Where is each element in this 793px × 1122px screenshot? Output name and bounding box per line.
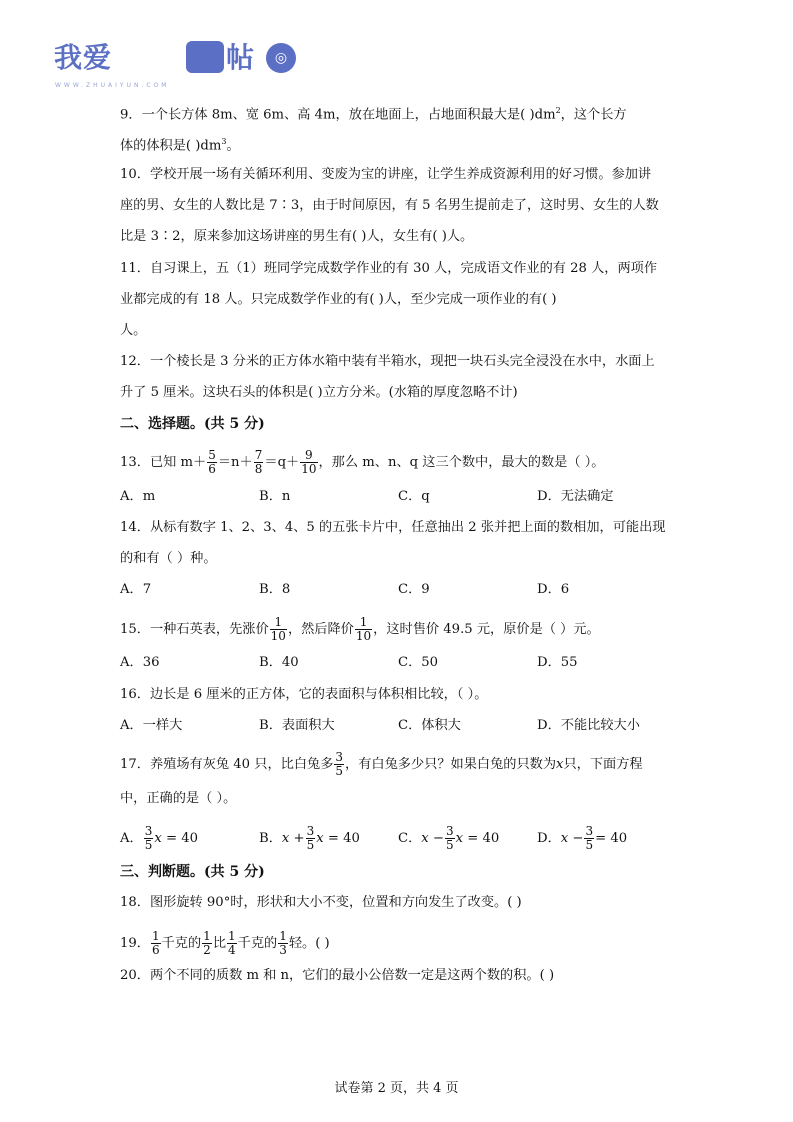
logo-chat-icon: ◎	[266, 43, 296, 73]
question-10-line-1: 10．学校开展一场有关循环利用、变废为宝的讲座，让学生养成资源利用的好习惯。参加讲	[120, 167, 652, 182]
q15-option-c: C．50	[398, 655, 439, 670]
q14-option-a: A．7	[120, 582, 152, 597]
page-footer: 试卷第 2 页，共 4 页	[334, 1081, 459, 1096]
fraction: $\frac{1}{10}$	[270, 615, 286, 643]
question-9-line-1: 9．一个长方体 8m、宽 6m、高 4m，放在地面上，占地面积最大是( )$dm^2$，这个长方	[120, 106, 627, 123]
q13-option-b: B．n	[259, 489, 291, 504]
question-11-line-2: 业都完成的有 18 人。只完成数学作业的有( )人，至少完成一项作业的有( )	[120, 292, 557, 307]
q16-option-a: A．一样大	[120, 718, 183, 733]
q16-option-b: B．表面积大	[259, 718, 335, 733]
fraction: $\frac{1}{4}$	[228, 929, 236, 957]
question-17-line-2: 中，正确的是（ ）。	[120, 791, 237, 806]
fraction: $\frac{5}{6}$	[208, 448, 216, 476]
question-17-line-1: 17．养殖场有灰兔 40 只，比白兔多 $\frac{3}{5}$ ，有白兔多少只？如果白兔的只数为x只，下面方程	[120, 750, 643, 778]
logo-text: 我爱	[54, 41, 113, 74]
q14-option-d: D．6	[537, 582, 570, 597]
logo-badge	[186, 41, 224, 73]
q16-option-d: D．不能比较大小	[537, 718, 640, 733]
q14-option-b: B．8	[259, 582, 291, 597]
logo-text-2: 帖	[226, 41, 256, 74]
q17-option-b: B．x + $\frac{3}{5}$ x = 40	[259, 824, 360, 852]
fraction: $\frac{9}{10}$	[301, 448, 317, 476]
fraction: $\frac{3}{5}$	[144, 824, 153, 852]
question-19: 19． $\frac{1}{6}$ 千克的 $\frac{1}{2}$ 比 $\frac{1}{4}$ 千克的 $\frac{1}{3}$ 轻。( )	[120, 929, 330, 957]
fraction: $\frac{1}{2}$	[203, 929, 211, 957]
q13-option-a: A．m	[120, 489, 156, 504]
question-10-line-3: 比是 3∶2，原来参加这场讲座的男生有( )人，女生有( )人。	[120, 229, 474, 244]
logo	[54, 36, 288, 89]
q13-option-d: D．无法确定	[537, 489, 614, 504]
question-18: 18．图形旋转 90°时，形状和大小不变，位置和方向发生了改变。( )	[120, 895, 522, 910]
fraction: $\frac{3}{5}$	[335, 750, 344, 778]
q14-option-c: C．9	[398, 582, 430, 597]
question-11-line-3: 人。	[120, 323, 147, 338]
q17-option-d: D．x − $\frac{3}{5}$ = 40	[537, 824, 628, 852]
fraction: $\frac{7}{8}$	[254, 448, 263, 476]
fraction: $\frac{1}{6}$	[151, 929, 160, 957]
fraction: $\frac{3}{5}$	[445, 824, 454, 852]
section-2-heading: 二、选择题。(共 5 分)	[120, 416, 265, 432]
q15-option-b: B．40	[259, 655, 299, 670]
q15-option-d: D．55	[537, 655, 578, 670]
question-14-line-1: 14．从标有数字 1、2、3、4、5 的五张卡片中，任意抽出 2 张并把上面的数相加，可能出现	[120, 520, 666, 535]
fraction: $\frac{1}{10}$	[355, 615, 372, 643]
question-14-line-2: 的和有（ ）种。	[120, 551, 217, 566]
q17-option-a: A． $\frac{3}{5}$ x = 40	[120, 824, 199, 852]
question-13: 13．已知 m＋ $\frac{5}{6}$ ＝n＋ $\frac{7}{8}$ ＝q＋ $\frac{9}{10}$ ，那么 m、n、q 这三个数中，最大的数是（ ）。	[120, 448, 605, 476]
question-11-line-1: 11．自习课上，五（1）班同学完成数学作业的有 30 人，完成语文作业的有 28 人，两项作	[120, 261, 658, 276]
question-16: 16．边长是 6 厘米的正方体，它的表面积与体积相比较，（ ）。	[120, 687, 488, 702]
question-9-line-2: 体的体积是( )$dm^3$。	[120, 137, 240, 154]
question-20: 20．两个不同的质数 m 和 n，它们的最小公倍数一定是这两个数的积。( )	[120, 968, 555, 983]
q13-option-c: C．q	[398, 489, 430, 504]
fraction: $\frac{3}{5}$	[585, 824, 594, 852]
logo-url: WWW.ZHUAIYUN.COM	[55, 82, 170, 89]
q16-option-c: C．体积大	[398, 718, 461, 733]
question-10-line-2: 座的男、女生的人数比是 7∶3，由于时间原因，有 5 名男生提前走了，这时男、女生的人数	[120, 198, 659, 213]
question-12-line-2: 升了 5 厘米。这块石头的体积是( )立方分米。(水箱的厚度忽略不计)	[120, 385, 518, 400]
section-3-heading: 三、判断题。(共 5 分)	[120, 864, 265, 880]
fraction: $\frac{3}{5}$	[306, 824, 315, 852]
question-12-line-1: 12．一个棱长是 3 分米的正方体水箱中装有半箱水，现把一块石头完全浸没在水中，水面上	[120, 354, 655, 369]
question-15: 15．一种石英表，先涨价 $\frac{1}{10}$ ，然后降价 $\frac{1}{10}$ ，这时售价 49.5 元，原价是（ ）元。	[120, 615, 600, 643]
fraction: $\frac{1}{3}$	[279, 929, 287, 957]
q15-option-a: A．36	[120, 655, 160, 670]
q17-option-c: C．x − $\frac{3}{5}$ x = 40	[398, 824, 500, 852]
